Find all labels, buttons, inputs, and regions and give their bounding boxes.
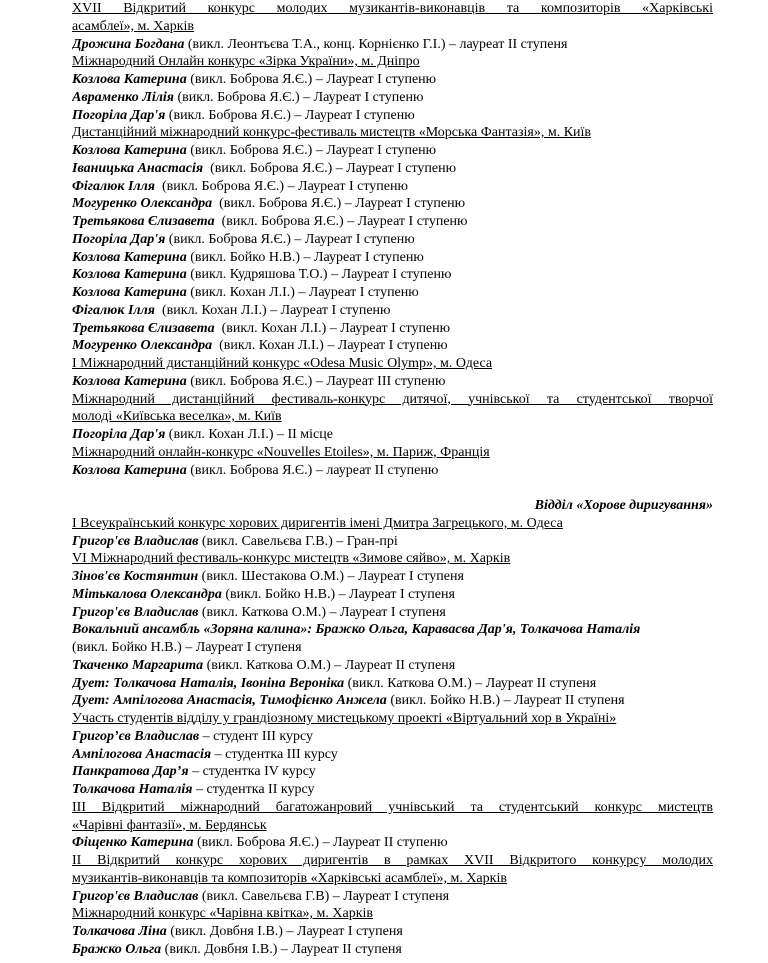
participant-name: Козлова Катерина (72, 249, 187, 265)
award-details: (викл. Шестакова О.М.) – Лауреат І ступеня (198, 569, 464, 584)
award-details: (викл. Кохан Л.І.) – Лауреат І ступеню (214, 320, 451, 336)
award-details: (викл. Бойко Н.В.) – Лауреат ІІ ступеня (386, 693, 625, 709)
award-entry (72, 160, 713, 178)
award-details: (викл. Боброва Я.Є.) – Лауреат І ступеню (203, 160, 457, 176)
section-heading: Відділ «Хорове диригування» (534, 498, 713, 513)
award-entry (72, 302, 713, 320)
participant-name: Григор'єв Владислав (72, 888, 199, 904)
award-entry (72, 373, 713, 391)
award-entry (72, 178, 713, 196)
contest-title: «Чарівні фантазії», м. Бердянськ (72, 817, 267, 833)
participant-name: Третьякова Єлизавета (72, 214, 215, 229)
participant-name: Третьякова Єлизавета (72, 320, 215, 336)
award-details: (викл. Бойко Н.В.) – Лауреат І ступеня (72, 640, 302, 655)
award-entry (72, 533, 713, 551)
contest-title: І Міжнародний дистанційний конкурс «Odesa Music Olymp», м. Одеса (72, 356, 493, 371)
participant-name: Козлова Катерина (72, 267, 187, 283)
participant-name: Толкачова Наталія (72, 782, 193, 797)
participant-name: Фігалюк Ілля (72, 302, 155, 318)
award-entry (72, 142, 713, 160)
award-entry (72, 320, 713, 338)
award-entry (72, 568, 713, 586)
award-details: (викл. Боброва Я.Є.) – Лауреат І ступеню (186, 72, 437, 87)
participant-name: Григор'єв Владислав (72, 533, 199, 549)
participant-name: Бражко Ольга (72, 941, 162, 957)
award-entry (72, 941, 713, 959)
participant-name: Дует: Толкачова Наталія, Івоніна Вероніка (72, 675, 345, 691)
participant-name: Фіщенко Катерина (72, 835, 194, 851)
award-details: – студентка ІІ курсу (192, 782, 315, 797)
participant-name: Погоріла Дар'я (72, 231, 166, 247)
award-details: (викл. Боброва Я.Є.) – лауреат ІІ ступеню (186, 462, 439, 478)
participant-name: Ампілогова Анастасія (72, 746, 212, 762)
award-entry (72, 231, 713, 249)
award-details: (викл. Каткова О.М.) – Лауреат ІІ ступеня (344, 675, 597, 691)
participant-name: Толкачова Ліна (72, 924, 167, 939)
award-details: (викл. Леонтьєва Т.А., конц. Корнієнко Г.І.) – лауреат ІІ ступеня (184, 36, 568, 52)
award-details: (викл. Кохан Л.І.) – ІІ місце (165, 427, 333, 442)
contest-title: VI Міжнародний фестиваль-конкурс мистецтв «Зимове сяйво», м. Харків (72, 551, 511, 567)
award-details: (викл. Боброва Я.Є.) – Лауреат І ступеню (165, 231, 415, 247)
contest-title: ІІ Відкритий конкурс хорових диригентів в рамках XVII Відкритого конкурсу молодих (72, 853, 713, 868)
award-entry (72, 249, 713, 267)
award-entry (72, 426, 713, 444)
participant-name: Дует: Ампілогова Анастасія, Тимофієнко Анжела (72, 693, 387, 709)
award-details: (викл. Боброва Я.Є.) – Лауреат І ступеню (165, 107, 415, 123)
contest-title: XVII Відкритий конкурс молодих музикантів-виконавців та композиторів «Харківські (72, 1, 713, 16)
award-entry (72, 888, 713, 906)
contest-title: Міжнародний дистанційний фестиваль-конкурс дитячої, учнівської та студентської творчої (72, 391, 713, 407)
contest-title: Участь студентів відділу у грандіозному мистецькому проекті «Віртуальний хор в Україні» (72, 711, 617, 726)
award-details: (викл. Кохан Л.І.) – Лауреат І ступеню (155, 302, 391, 318)
award-details: (викл. Кохан Л.І.) – Лауреат І ступеню (186, 285, 419, 300)
award-entry (72, 923, 713, 941)
award-details: – студентка ІІІ курсу (211, 746, 338, 762)
contest-title: Міжнародний конкурс «Чарівна квітка», м. Харків (72, 906, 374, 922)
award-entry (72, 462, 713, 480)
award-entry (72, 107, 713, 125)
participant-name: Зінов'єв Костянтин (72, 569, 199, 584)
award-details: (викл. Боброва Я.Є.) – Лауреат І ступеню (186, 143, 437, 158)
award-entry (72, 284, 713, 302)
award-entry (72, 337, 713, 355)
award-entry (72, 586, 713, 604)
participant-name: Григор'єв Владислав (72, 604, 199, 620)
award-details: (викл. Кудряшова Т.О.) – Лауреат І ступеню (186, 267, 452, 283)
participant-name: Мітькалова Олександра (72, 586, 222, 602)
award-details: (викл. Довбня І.В.) – Лауреат ІІ ступеня (161, 941, 402, 957)
award-entry (72, 71, 713, 89)
award-details: (викл. Боброва Я.Є.) – Лауреат ІІ ступеню (193, 835, 448, 851)
award-details: (викл. Бойко Н.В.) – Лауреат І ступеня (221, 586, 455, 602)
award-entry (72, 639, 713, 657)
award-entry (72, 746, 713, 764)
award-entry (72, 195, 713, 213)
award-details: (викл. Савельєва Г.В) – Лауреат І ступеня (198, 888, 450, 904)
participant-name: Могуренко Олександра (72, 338, 213, 354)
contest-title: Дистанційний міжнародний конкурс-фестиваль мистецтв «Морська Фантазія», м. Київ (72, 125, 592, 141)
award-details: (викл. Боброва Я.Є.) – Лауреат І ступеню (155, 178, 408, 194)
award-entry (72, 728, 713, 746)
participant-name: Козлова Катерина (72, 373, 187, 389)
award-details: (викл. Савельєва Г.В.) – Гран-прі (198, 533, 398, 549)
award-entry (72, 89, 713, 107)
participant-name: Погоріла Дар'я (72, 427, 166, 442)
award-entry (72, 763, 713, 781)
award-entry (72, 266, 713, 284)
award-details: (викл. Бойко Н.В.) – Лауреат І ступеню (186, 249, 424, 265)
participant-name: Козлова Катерина (72, 285, 187, 300)
participant-name: Авраменко Лілія (72, 89, 175, 105)
award-entry (72, 834, 713, 852)
contest-title: молоді «Київська веселка», м. Київ (72, 409, 282, 425)
award-entry (72, 675, 713, 693)
award-details: (викл. Довбня І.В.) – Лауреат І ступеня (166, 924, 403, 939)
results-list-part-2 (72, 515, 713, 959)
contest-title: І Всеукраїнський конкурс хорових диригентів імені Дмитра Загрецького, м. Одеса (72, 515, 563, 531)
award-details: (викл. Боброва Я.Є.) – Лауреат І ступеню (212, 196, 466, 212)
participant-name: Іваницька Анастасія (72, 160, 204, 176)
participant-name: Вокальний ансамбль «Зоряна калина»: Бражко Ольга, Каравасва Дар'я, Толкачова Наталія (72, 622, 641, 638)
award-entry (72, 621, 713, 639)
award-details: – студент ІІІ курсу (199, 728, 313, 744)
award-details: (викл. Каткова О.М.) – Лауреат ІІ ступеня (203, 657, 456, 673)
results-list-part-1 (72, 0, 713, 479)
award-details: (викл. Боброва Я.Є.) – Лауреат І ступеню (174, 89, 424, 105)
contest-title: асамблеї», м. Харків (72, 18, 195, 34)
contest-title: музикантів-виконавців та композиторів «Харківські асамблеї», м. Харків (72, 870, 507, 886)
participant-name: Козлова Катерина (72, 143, 187, 158)
award-entry (72, 692, 713, 710)
participant-name: Фігалюк Ілля (72, 178, 155, 194)
participant-name: Ткаченко Маргарита (72, 657, 204, 673)
award-entry (72, 36, 713, 54)
participant-name: Могуренко Олександра (72, 196, 213, 212)
participant-name: Погоріла Дар'я (72, 107, 166, 123)
participant-name: Козлова Катерина (72, 72, 187, 87)
participant-name: Григор’єв Владислав (72, 728, 200, 744)
blank-line (72, 479, 713, 497)
award-entry (72, 657, 713, 675)
participant-name: Панкратова Дар’я (72, 764, 189, 780)
contest-title: Міжнародний Онлайн конкурс «Зірка України», м. Дніпро (72, 54, 420, 70)
participant-name: Козлова Катерина (72, 462, 187, 478)
award-details: (викл. Боброва Я.Є.) – Лауреат І ступеню (214, 214, 468, 229)
award-details: (викл. Кохан Л.І.) – Лауреат І ступеню (212, 338, 448, 354)
award-entry (72, 781, 713, 799)
award-entry (72, 213, 713, 231)
award-details: (викл. Каткова О.М.) – Лауреат І ступеня (198, 604, 446, 620)
contest-title: ІІІ Відкритий міжнародний багатожанровий учнівський та студентський конкурс мистецтв (72, 799, 713, 815)
award-details: (викл. Боброва Я.Є.) – Лауреат ІІІ ступеню (186, 373, 446, 389)
award-details: – студентка IV курсу (188, 764, 316, 780)
participant-name: Дрожина Богдана (72, 36, 185, 52)
award-entry (72, 604, 713, 622)
contest-title: Міжнародний онлайн-конкурс «Nouvelles Etoiles», м. Париж, Франція (72, 444, 490, 460)
